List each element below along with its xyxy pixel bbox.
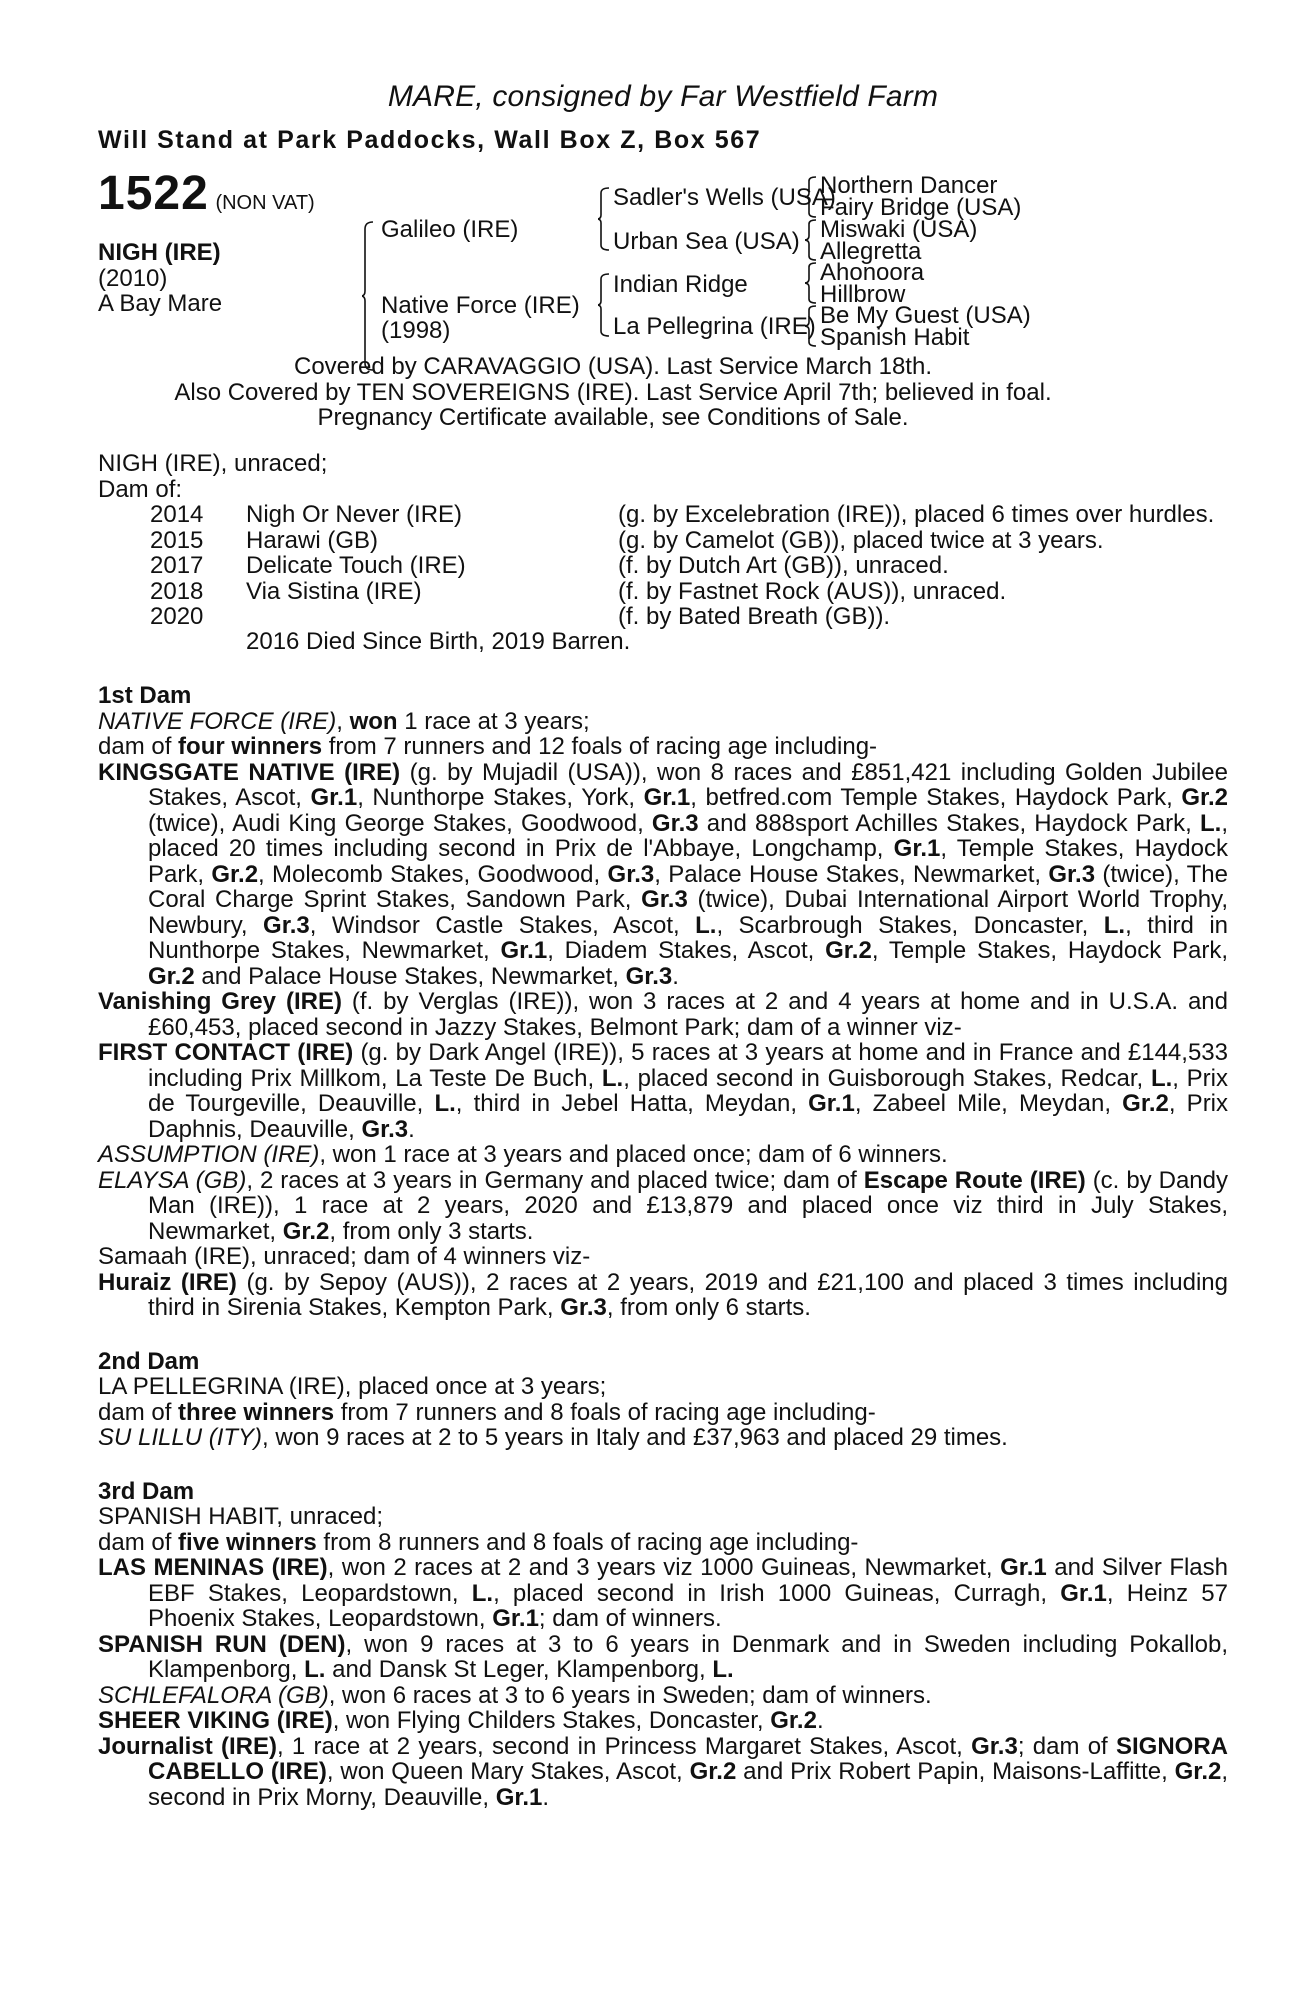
progeny-name: SU LILLU (ITY) bbox=[98, 1424, 263, 1451]
produce-name: Nigh Or Never (IRE) bbox=[246, 501, 463, 528]
progeny-name: Huraiz (IRE) bbox=[98, 1268, 237, 1296]
progeny-name: Vanishing Grey (IRE) bbox=[98, 988, 342, 1015]
produce-desc: (f. by Bated Breath (GB)). bbox=[618, 603, 891, 630]
sire-sire-dam: Fairy Bridge (USA) bbox=[820, 194, 1022, 221]
covering-line: Also Covered by TEN SOVEREIGNS (IRE). Last Service April 7th; believed in foal. bbox=[174, 378, 1052, 406]
produce-desc: (f. by Dutch Art (GB)), unraced. bbox=[618, 552, 949, 579]
covering-line: Pregnancy Certificate available, see Conditions of Sale. bbox=[317, 404, 909, 431]
pedigree-brace bbox=[805, 262, 817, 304]
dam-dam-dam: Spanish Habit bbox=[820, 324, 970, 351]
dam-year: (1998) bbox=[381, 317, 451, 344]
pedigree-brace bbox=[598, 273, 610, 337]
pedigree-brace bbox=[805, 176, 817, 218]
progeny-entry: Samaah (IRE), unraced; dam of 4 winners viz- bbox=[98, 1243, 591, 1270]
dam-sire-dam: Hillbrow bbox=[820, 281, 906, 308]
dam-sire-sire: Ahonoora bbox=[820, 259, 925, 286]
first-dam-name: NATIVE FORCE (IRE) bbox=[98, 707, 337, 735]
produce-year: 2015 bbox=[150, 526, 204, 554]
pedigree-brace bbox=[805, 305, 817, 347]
covering-notes bbox=[98, 354, 1128, 431]
winners-count: five winners bbox=[178, 1528, 317, 1556]
second-dam-produce-summary: dam of three winners from 7 runners and 8 foals of racing age including- bbox=[98, 1398, 876, 1426]
consignor-heading: MARE, consigned by Far Westfield Farm bbox=[387, 80, 939, 113]
sire-sire-sire: Northern Dancer bbox=[820, 172, 998, 199]
progeny-name: KINGSGATE NATIVE (IRE) bbox=[98, 758, 401, 786]
progeny-entry: LAS MENINAS (IRE), won 2 races at 2 and 3 years viz 1000 Guineas, Newmarket, Gr.1 and Silver Flash EBF Stakes, Leopardstown, L., placed second in Irish 1000 Guineas, Curragh, Gr.1, Heinz 57 Phoenix Stakes, Leopardstown, Gr.1; dam of winners. bbox=[98, 1554, 1229, 1632]
progeny-entry: ELAYSA (GB), 2 races at 3 years in Germany and placed twice; dam of Escape Route (IRE) (c. by Dandy Man (IRE)), 1 race at 2 years, 2020 and £13,879 and placed once viz third in July Stakes, Newmarket, Gr.2, from only 3 starts. bbox=[98, 1166, 1228, 1245]
progeny-name: LAS MENINAS (IRE) bbox=[98, 1554, 328, 1581]
produce-note: 2016 Died Since Birth, 2019 Barren. bbox=[246, 628, 631, 655]
dam-name: Native Force (IRE) bbox=[381, 292, 580, 319]
first-dam-section bbox=[98, 683, 1228, 1321]
dam-sire: Indian Ridge bbox=[613, 271, 748, 298]
progeny-entry: Huraiz (IRE) (g. by Sepoy (AUS)), 2 races at 2 years, 2019 and £21,100 and placed 3 times including third in Sirenia Stakes, Kempton Park, Gr.3, from only 6 starts. bbox=[98, 1268, 1228, 1321]
produce-year: 2017 bbox=[150, 552, 204, 579]
produce-intro: Dam of: bbox=[98, 475, 183, 503]
produce-year: 2018 bbox=[150, 577, 204, 605]
winners-count: three winners bbox=[178, 1398, 335, 1426]
lot-header bbox=[98, 167, 315, 220]
lot-number: 1522 bbox=[98, 167, 209, 220]
sire-dam-dam: Allegretta bbox=[820, 238, 922, 265]
lot-description: A Bay Mare bbox=[98, 290, 223, 317]
second-dam-line: LA PELLEGRINA (IRE), placed once at 3 years; bbox=[98, 1373, 607, 1400]
produce-desc: (g. by Excelebration (IRE)), placed 6 times over hurdles. bbox=[618, 501, 1215, 528]
first-dam-line: NATIVE FORCE (IRE), won 1 race at 3 years; bbox=[98, 707, 590, 735]
produce-name: Delicate Touch (IRE) bbox=[246, 552, 466, 579]
pedigree-brace bbox=[598, 187, 610, 251]
sire-dam: Urban Sea (USA) bbox=[613, 228, 800, 255]
produce-name: Via Sistina (IRE) bbox=[246, 577, 422, 605]
sire-name: Galileo (IRE) bbox=[381, 216, 519, 243]
produce-desc: (g. by Camelot (GB)), placed twice at 3 years. bbox=[618, 526, 1104, 554]
progeny-entry: ASSUMPTION (IRE), won 1 race at 3 years and placed once; dam of 6 winners. bbox=[98, 1141, 948, 1168]
pedigree-brace bbox=[805, 219, 817, 261]
produce-name: Harawi (GB) bbox=[246, 526, 379, 554]
produce-section bbox=[98, 451, 1228, 655]
progeny-entry: SPANISH RUN (DEN), won 9 races at 3 to 6 years in Denmark and in Sweden including Pokallob, Klampenborg, L. and Dansk St Leger, Klampenborg, L. bbox=[98, 1630, 1228, 1683]
catalogue-page bbox=[98, 80, 1228, 1810]
third-dam-heading: 3rd Dam bbox=[98, 1477, 195, 1505]
dam-dam-sire: Be My Guest (USA) bbox=[820, 302, 1031, 329]
stabling-location: Will Stand at Park Paddocks, Wall Box Z, Box 567 bbox=[98, 125, 762, 154]
summary-text: from 7 runners and 12 foals of racing age including- bbox=[322, 733, 878, 760]
progeny-entry: Journalist (IRE), 1 race at 2 years, second in Princess Margaret Stakes, Ascot, Gr.3; dam of SIGNORA CABELLO (IRE), won Queen Mary Stakes, Ascot, Gr.2 and Prix Robert Papin, Maisons-Laffitte, Gr.2, second in Prix Morny, Deauville, Gr.1. bbox=[98, 1732, 1229, 1811]
lot-year: (2010) bbox=[98, 265, 168, 292]
progeny-entry: KINGSGATE NATIVE (IRE) (g. by Mujadil (USA)), won 8 races and £851,421 including Golden Jubilee Stakes, Ascot, Gr.1, Nunthorpe Stakes, York, Gr.1, betfred.com Temple Stakes, Haydock Park, Gr.2 (twice), Audi King George Stakes, Goodwood, Gr.3 and 888sport Achilles Stakes, Haydock Park, L., placed 20 times including second in Prix de l'Abbaye, Longchamp, Gr.1, Temple Stakes, Haydock Park, Gr.2, Molecomb Stakes, Goodwood, Gr.3, Palace House Stakes, Newmarket, Gr.3 (twice), The Coral Charge Sprint Stakes, Sandown Park, Gr.3 (twice), Dubai International Airport World Trophy, Newbury, Gr.3, Windsor Castle Stakes, Ascot, L., Scarbrough Stakes, Doncaster, L., third in Nunthorpe Stakes, Newmarket, Gr.1, Diadem Stakes, Ascot, Gr.2, Temple Stakes, Haydock Park, Gr.2 and Palace House Stakes, Newmarket, Gr.3. bbox=[98, 758, 1229, 990]
produce-list bbox=[98, 502, 1228, 655]
progeny-name: FIRST CONTACT (IRE) bbox=[98, 1039, 354, 1066]
progeny-name: SHEER VIKING (IRE) bbox=[98, 1707, 333, 1734]
produce-desc: (f. by Fastnet Rock (AUS)), unraced. bbox=[618, 577, 1007, 605]
pedigree-brace bbox=[362, 221, 374, 371]
progeny-name: SCHLEFALORA (GB) bbox=[98, 1681, 329, 1709]
first-dam-record: 1 race at 3 years; bbox=[397, 707, 590, 735]
sire-sire: Sadler's Wells (USA) bbox=[613, 184, 836, 211]
first-dam-produce-summary bbox=[98, 734, 1228, 760]
progeny-name: ASSUMPTION (IRE) bbox=[98, 1141, 320, 1168]
third-dam-section bbox=[98, 1479, 1228, 1811]
first-dam-heading: 1st Dam bbox=[98, 682, 192, 709]
progeny-entry: FIRST CONTACT (IRE) (g. by Dark Angel (IRE)), 5 races at 3 years at home and in France and £144,533 including Prix Millkom, La Teste De Buch, L., placed second in Guisborough Stakes, Redcar, L., Prix de Tourgeville, Deauville, L., third in Jebel Hatta, Meydan, Gr.1, Zabeel Mile, Meydan, Gr.2, Prix Daphnis, Deauville, Gr.3. bbox=[98, 1039, 1229, 1143]
third-dam-line: SPANISH HABIT, unraced; bbox=[98, 1503, 383, 1530]
winners-count: four winners bbox=[178, 733, 323, 760]
progeny-entry: SCHLEFALORA (GB), won 6 races at 3 to 6 years in Sweden; dam of winners. bbox=[98, 1681, 932, 1709]
lot-name: NIGH (IRE) bbox=[98, 239, 221, 266]
third-dam-produce-summary: dam of five winners from 8 runners and 8 foals of racing age including- bbox=[98, 1528, 859, 1556]
progeny-entry: Vanishing Grey (IRE) (f. by Verglas (IRE)), won 3 races at 2 and 4 years at home and in U.S.A. and £60,453, placed second in Jazzy Stakes, Belmont Park; dam of a winner viz- bbox=[98, 988, 1229, 1041]
produce-year: 2020 bbox=[150, 603, 204, 630]
progeny-name: ELAYSA (GB) bbox=[98, 1166, 247, 1194]
summary-text: dam of bbox=[98, 733, 179, 760]
dam-dam: La Pellegrina (IRE) bbox=[613, 313, 816, 340]
vat-status: (NON VAT) bbox=[215, 192, 315, 214]
produce-year: 2014 bbox=[150, 501, 204, 528]
progeny-name: Journalist (IRE) bbox=[98, 1732, 277, 1760]
covering-line: Covered by CARAVAGGIO (USA). Last Service March 18th. bbox=[294, 353, 932, 380]
produce-intro: NIGH (IRE), unraced; bbox=[98, 450, 328, 477]
progeny-entry: SU LILLU (ITY), won 9 races at 2 to 5 years in Italy and £37,963 and placed 29 times. bbox=[98, 1424, 1008, 1451]
won-label: won bbox=[349, 707, 398, 735]
progeny-entry: SHEER VIKING (IRE), won Flying Childers Stakes, Doncaster, Gr.2. bbox=[98, 1707, 824, 1734]
second-dam-heading: 2nd Dam bbox=[98, 1347, 200, 1375]
pedigree-block bbox=[98, 167, 1228, 431]
progeny-name: SPANISH RUN (DEN) bbox=[98, 1630, 346, 1658]
second-dam-section bbox=[98, 1349, 1228, 1451]
sire-dam-sire: Miswaki (USA) bbox=[820, 216, 978, 243]
